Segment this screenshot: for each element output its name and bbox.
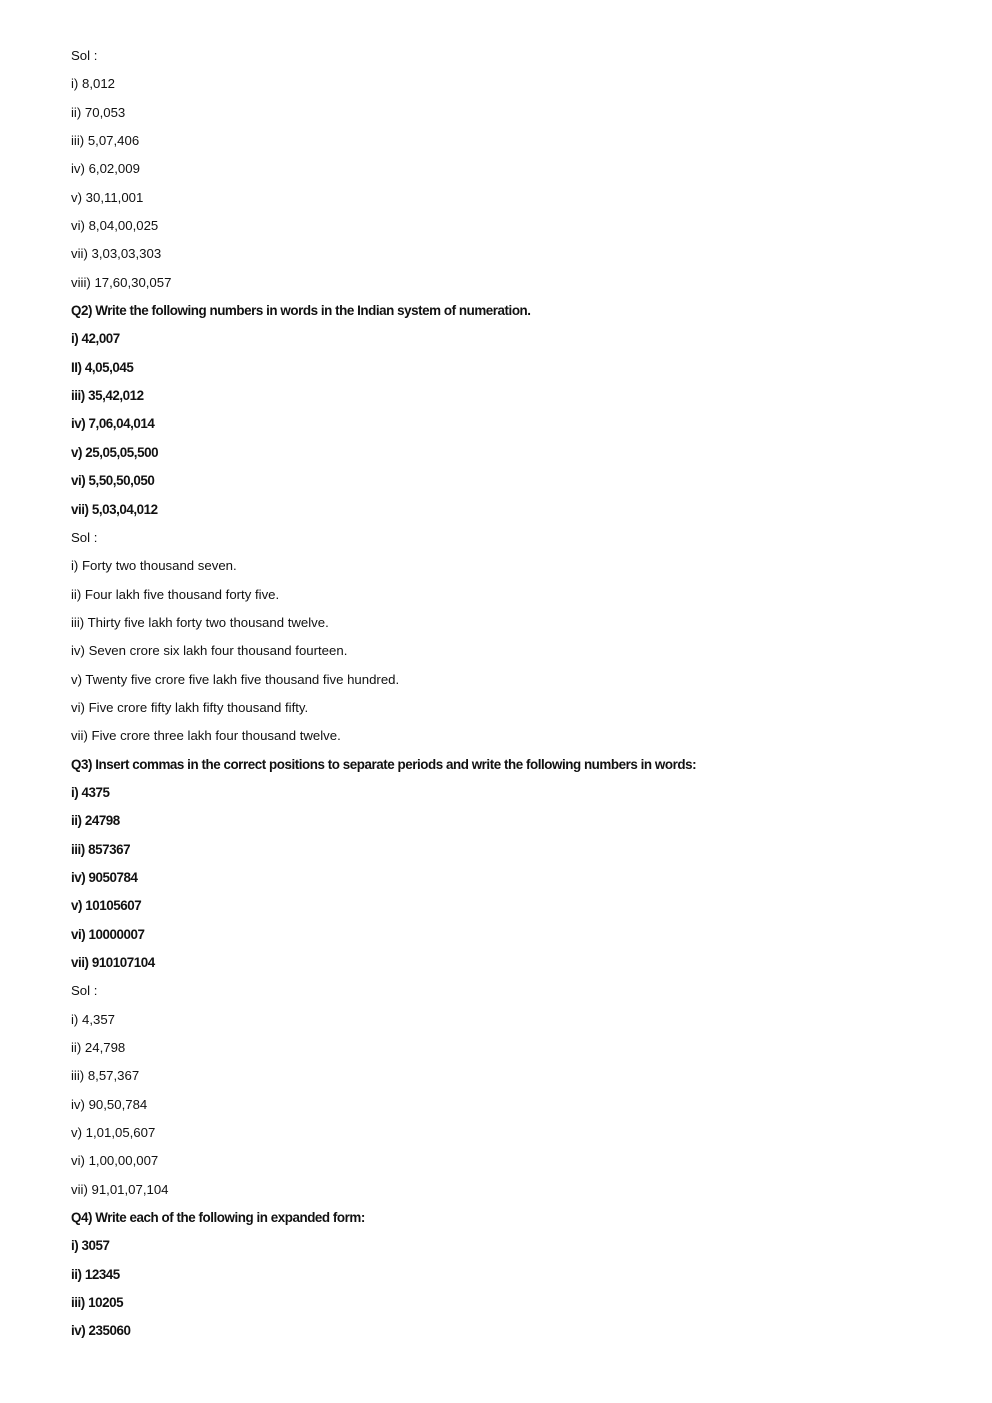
solution-item: vii) Five crore three lakh four thousand twelve.	[71, 728, 341, 744]
question-item: vii) 910107104	[71, 955, 155, 970]
question-item: II) 4,05,045	[71, 359, 134, 375]
solution-item: vi) 8,04,00,025	[71, 218, 159, 234]
question-item: i) 3057	[71, 1238, 110, 1254]
solution-item: iii) 5,07,406	[71, 133, 140, 149]
solution-item: iii) 8,57,367	[71, 1068, 140, 1084]
question-item: iv) 7,06,04,014	[71, 416, 155, 432]
solution-item: vii) 3,03,03,303	[71, 246, 162, 262]
solution-item: viii) 17,60,30,057	[71, 274, 172, 290]
question-item: iii) 35,42,012	[71, 388, 144, 404]
question-item: iv) 9050784	[71, 869, 138, 885]
question-heading: Q3) Insert commas in the correct positions to separate periods and write the following numbers in words:	[71, 756, 697, 772]
question-heading: Q4) Write each of the following in expanded form:	[71, 1210, 365, 1226]
question-item: v) 25,05,05,500	[71, 444, 159, 460]
solution-item: i) 4,357	[71, 1011, 115, 1027]
question-item: iv) 235060	[71, 1323, 131, 1339]
solution-item: iii) Thirty five lakh forty two thousand twelve.	[71, 614, 329, 630]
solution-item: i) 8,012	[71, 76, 115, 92]
question-block-q4	[71, 1208, 952, 1350]
question-item: ii) 12345	[71, 1266, 120, 1282]
solution-heading: Sol :	[71, 529, 98, 545]
question-item: vi) 5,50,50,050	[71, 473, 155, 489]
solution-heading: Sol :	[71, 983, 98, 999]
question-item: vi) 10000007	[71, 926, 145, 942]
solution-item: iv) 6,02,009	[71, 161, 140, 177]
solution-item: v) Twenty five crore five lakh five thousand five hundred.	[71, 671, 400, 687]
solution-item: ii) 70,053	[71, 104, 126, 120]
document-page	[71, 46, 952, 1350]
solution-block-q2	[71, 528, 952, 755]
question-item: vii) 5,03,04,012	[71, 501, 158, 517]
question-item: ii) 24798	[71, 813, 120, 829]
question-item: i) 42,007	[71, 331, 120, 347]
solution-heading: Sol :	[71, 48, 98, 63]
question-heading: Q2) Write the following numbers in words in the Indian system of numeration.	[71, 303, 531, 319]
solution-block-q1	[71, 46, 952, 301]
solution-item: iv) Seven crore six lakh four thousand fourteen.	[71, 643, 348, 659]
solution-item: v) 1,01,05,607	[71, 1125, 156, 1141]
solution-item: v) 30,11,001	[71, 189, 144, 205]
solution-item: vi) Five crore fifty lakh fifty thousand fifty.	[71, 699, 309, 715]
question-item: i) 4375	[71, 784, 110, 800]
question-item: iii) 857367	[71, 841, 131, 857]
solution-item: i) Forty two thousand seven.	[71, 558, 237, 574]
question-block-q2	[71, 301, 952, 528]
question-item: v) 10105607	[71, 898, 142, 914]
solution-item: ii) Four lakh five thousand forty five.	[71, 586, 280, 602]
solution-item: ii) 24,798	[71, 1040, 126, 1056]
question-block-q3	[71, 755, 952, 982]
solution-item: vii) 91,01,07,104	[71, 1181, 169, 1197]
solution-item: iv) 90,50,784	[71, 1096, 148, 1112]
solution-item: vi) 1,00,00,007	[71, 1153, 159, 1169]
question-item: iii) 10205	[71, 1295, 124, 1311]
solution-block-q3	[71, 981, 952, 1208]
